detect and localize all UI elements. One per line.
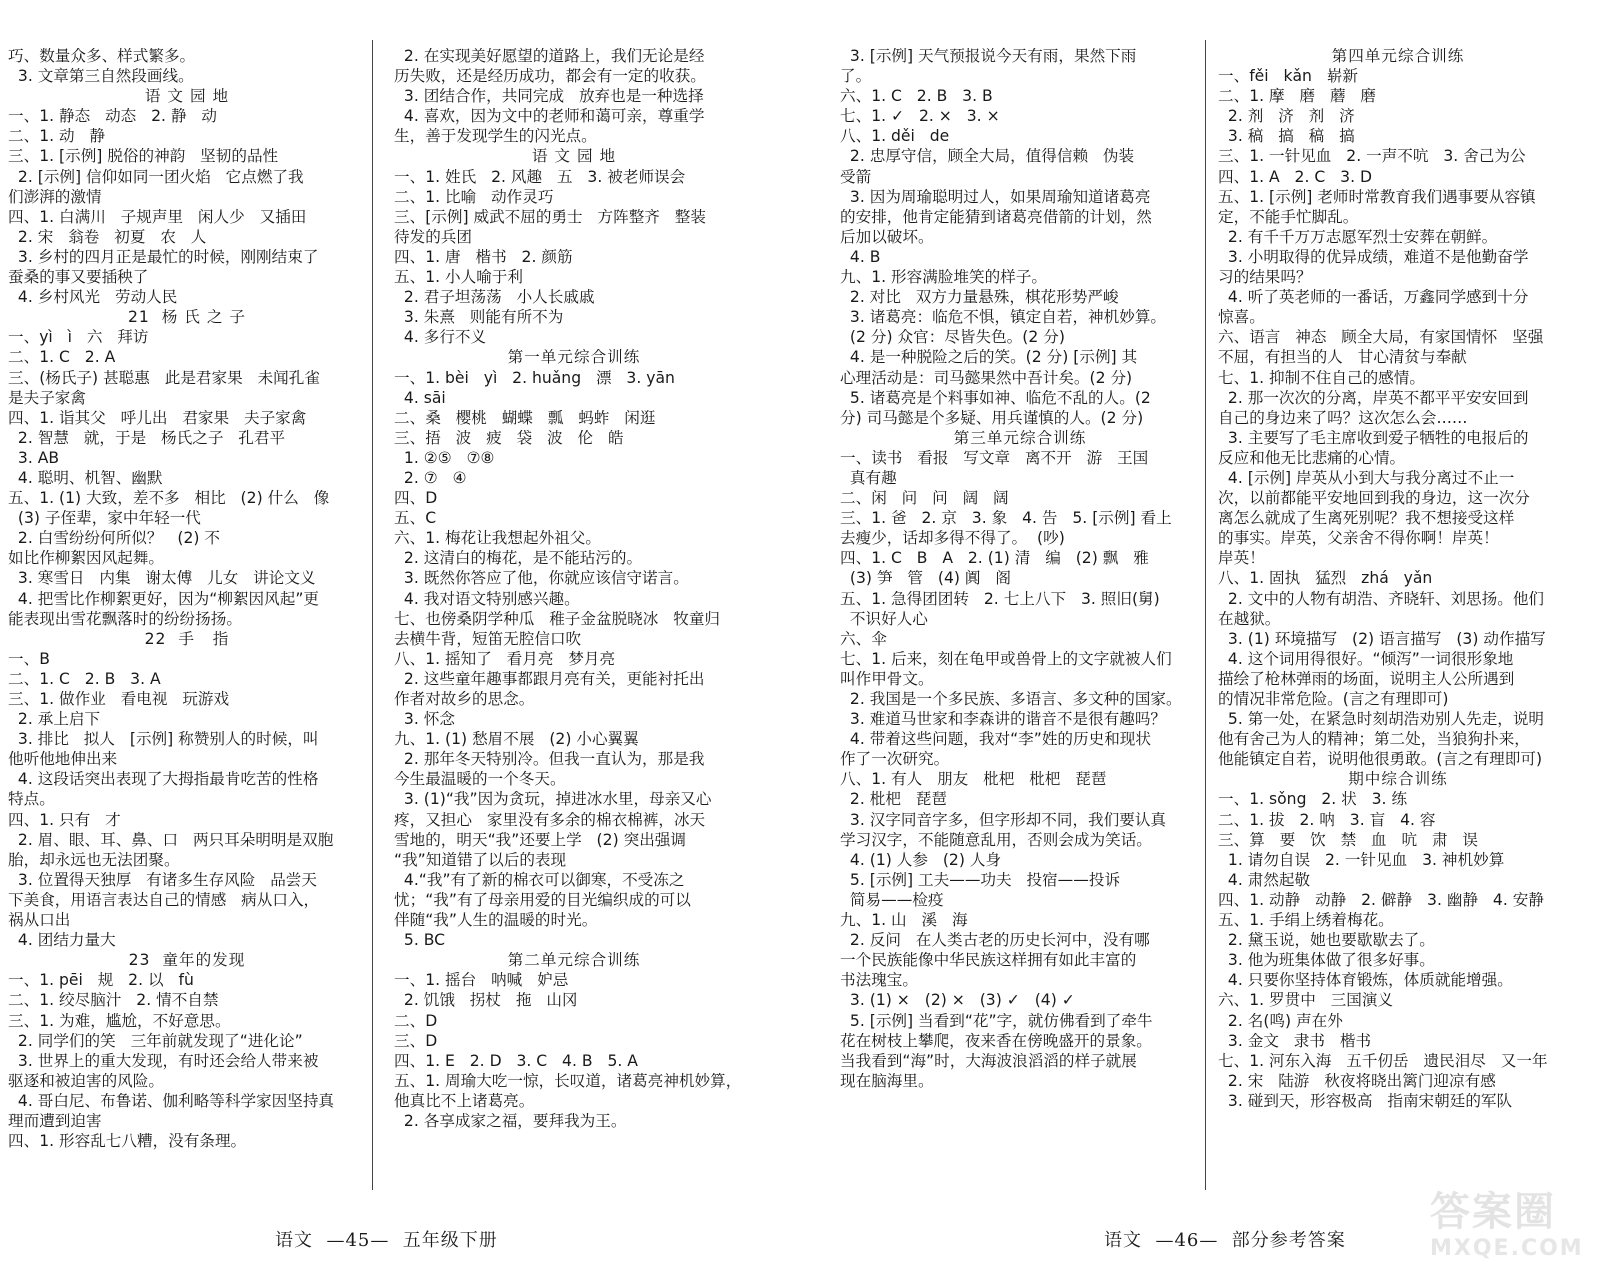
answer-line: 六、1. C 2. B 3. B (840, 87, 993, 106)
answer-line: 了。 (840, 67, 872, 86)
answer-line: 4. [示例] 岸英从小到大与我分离过不止一 (1218, 468, 1515, 487)
answer-line: 4. 哥白尼、布鲁诺、伽利略等科学家因坚持真 (8, 1091, 335, 1110)
section-heading: 22 手 指 (144, 629, 230, 648)
answer-line: 3. 因为周瑜聪明过人，如果周瑜知道诸葛亮 (840, 187, 1151, 206)
answer-line: 八、1. 有人 朋友 枇杷 枇杷 琵琶 (840, 770, 1107, 789)
watermark-url: MXQE.COM (1430, 1236, 1584, 1261)
answer-line: 2. 这清白的梅花，是不能玷污的。 (394, 549, 643, 568)
answer-line: 三、捂 波 疲 袋 波 伦 皓 (394, 428, 624, 447)
answer-line: 学习汉字，不能随意乱用，否则会成为笑话。 (840, 830, 1152, 849)
answer-line: 2. 那一次次的分离，岸英不都平平安安回到 (1218, 388, 1529, 407)
watermark-logo-text: 答案圈 (1430, 1189, 1556, 1235)
answer-line: 4. 只要你坚持体育锻炼，体质就能增强。 (1218, 971, 1513, 990)
answer-line: 岸英！ (1218, 549, 1265, 568)
answer-line: 二、桑 樱桃 蝴蝶 瓢 蚂蚱 闲逛 (394, 408, 656, 427)
right-page (800, 0, 1600, 1286)
answer-line: 今生最温暖的一个冬天。 (394, 770, 566, 789)
answer-line: 三、1. 爸 2. 京 3. 象 4. 告 5. [示例] 看上 (840, 509, 1172, 528)
answer-line: 离怎么就成了生离死别呢？我不想接受这样 (1218, 509, 1515, 528)
answer-line: 九、1. (1) 愁眉不展 (2) 小心翼翼 (394, 730, 639, 749)
section-heading: 21 杨 氏 之 子 (127, 308, 246, 327)
answer-line: 2. 有千千万万志愿军烈士安葬在朝鲜。 (1218, 227, 1498, 246)
answer-line: 4. 多行不义 (394, 328, 487, 347)
answer-line: 5. 第一处，在紧急时刻胡浩劝别人先走，说明 (1218, 710, 1545, 729)
answer-line: 2. 枇杷 琵琶 (840, 790, 947, 809)
answer-line: 5. 诸葛亮是个料事如神、临危不乱的人。(2 (840, 388, 1151, 407)
answer-line: 胎，却永远也无法团聚。 (8, 850, 180, 869)
answer-line: 五、C (394, 509, 437, 528)
answer-line: 3. 乡村的四月正是最忙的时候，刚刚结束了 (8, 247, 319, 266)
answer-line: 3. 金文 隶书 楷书 (1218, 1031, 1372, 1050)
answer-line: 七、1. 抑制不住自己的感情。 (1218, 368, 1425, 387)
answer-line: 书法瑰宝。 (840, 971, 918, 990)
column-divider (372, 40, 373, 1190)
answer-line: 2. [示例] 信仰如同一团火焰 它点燃了我 (8, 167, 304, 186)
answer-line: 4. sāi (394, 388, 446, 407)
answer-line: 叫作甲骨文。 (840, 669, 934, 688)
answer-line: 次，以前都能平安地回到我的身边，这一次分 (1218, 489, 1530, 508)
answer-line: 3. 碰到天，形容极高 指南宋朝廷的军队 (1218, 1091, 1513, 1110)
answer-line: 5. [示例] 工夫——功夫 投宿——投诉 (840, 870, 1121, 889)
column-4 (1218, 46, 1578, 1111)
answer-line: 反应和他无比悲痛的心情。 (1218, 448, 1406, 467)
answer-line: 3. 汉字同音字多，但字形却不同，我们要认真 (840, 810, 1167, 829)
answer-line: 3. [示例] 天气预报说今天有雨，果然下雨 (840, 47, 1137, 65)
section-heading: 语 文 园 地 (144, 87, 230, 106)
answer-line: 2. 宋 翁卷 初夏 农 人 (8, 227, 207, 246)
answer-line: 4. 这段话突出表现了大拇指最肯吃苦的性格 (8, 770, 319, 789)
answer-line: 4. 把雪比作柳絮更好，因为“柳絮因风起”更 (8, 589, 319, 608)
answer-line: 一、1. 静态 动态 2. 静 动 (8, 107, 218, 126)
answer-line: 三、D (394, 1031, 438, 1050)
answer-line: 4. 是一种脱险之后的笑。(2 分) [示例] 其 (840, 348, 1138, 367)
answer-line: 七、1. 河东入海 五千仞岳 遗民泪尽 又一年 (1218, 1051, 1548, 1070)
answer-line: 三、[示例] 威武不屈的勇士 方阵整齐 整装 (394, 207, 706, 226)
answer-line: 2. 智慧 就，于是 杨氏之子 孔君平 (8, 428, 286, 447)
answer-line: 4. 喜欢，因为文中的老师和蔼可亲，尊重学 (394, 107, 705, 126)
section-heading: 23 童年的发现 (128, 951, 246, 970)
answer-line: 3. (1)“我”因为贪玩，掉进冰水里，母亲又心 (394, 790, 712, 809)
answer-line: 4. 带着这些问题，我对“李”姓的历史和现状 (840, 730, 1151, 749)
answer-line: 3. 寒雪日 内集 谢太傅 儿女 讲论文义 (8, 569, 316, 588)
answer-line: 3. 朱熹 则能有所不为 (394, 308, 564, 327)
answer-line: 真有趣 (840, 468, 897, 487)
section-heading: 第三单元综合训练 (953, 428, 1087, 447)
answer-line: 4. (1) 人参 (2) 人身 (840, 850, 1002, 869)
answer-line: 去瘦少，话却多得不得了。 (吵) (840, 529, 1065, 548)
answer-line: 3. 位置得天独厚 有诸多生存风险 品尝天 (8, 870, 317, 889)
watermark-logo (1430, 1188, 1590, 1280)
answer-line: (2 分) 众官：尽皆失色。(2 分) (840, 328, 1065, 347)
column-divider (1205, 40, 1206, 1190)
answer-line: 二、1. 摩 磨 蘑 磨 (1218, 87, 1377, 106)
answer-line: 不屈，有担当的人 甘心清贫与奉献 (1218, 348, 1467, 367)
answer-line: 特点。 (8, 790, 55, 809)
answer-line: 八、1. 固执 猛烈 zhá yǎn (1218, 569, 1433, 588)
answer-line: 2. 君子坦荡荡 小人长戚戚 (394, 288, 595, 307)
answer-line: 三、1. [示例] 脱俗的神韵 坚韧的品性 (8, 147, 279, 166)
answer-line: 三、1. 一针见血 2. 一声不吭 3. 舍己为公 (1218, 147, 1526, 166)
section-heading: 语 文 园 地 (531, 147, 617, 166)
answer-line: 二、1. 比喻 动作灵巧 (394, 187, 554, 206)
answer-line: 3. 他为班集体做了很多好事。 (1218, 951, 1435, 970)
answer-line: 后加以破坏。 (840, 227, 934, 246)
answer-line: 四、1. 形容乱七八糟，没有条理。 (8, 1132, 247, 1151)
answer-line: 3. 团结合作，共同完成 放弃也是一种选择 (394, 87, 704, 106)
answer-line: 待发的兵团 (394, 227, 472, 246)
answer-line: 3. 既然你答应了他，你就应该信守诺言。 (394, 569, 689, 588)
answer-line: 他能镇定自若，说明他很勇敢。(言之有理即可) (1218, 750, 1543, 769)
answer-line: 描绘了枪林弹雨的场面，说明主人公所遇到 (1218, 669, 1515, 688)
answer-line: 2. 忠厚守信，顾全大局，值得信赖 伪装 (840, 147, 1135, 166)
answer-line: 二、闲 问 问 阔 阔 (840, 489, 1009, 508)
answer-line: 3. 世界上的重大发现，有时还会给人带来被 (8, 1051, 319, 1070)
answer-line: 一、yì ì 六 拜访 (8, 328, 149, 347)
answer-line: 他有舍己为人的精神；第二处，当狼狗扑来， (1218, 730, 1530, 749)
answer-line: 雪地的，明天“我”还要上学 (2) 突出强调 (394, 830, 686, 849)
answer-line: 历失败，还是经历成功，都会有一定的收获。 (394, 67, 706, 86)
answer-line: 六、伞 (840, 629, 887, 648)
footer-right: 语文 —46— 部分参考答案 (1104, 1230, 1346, 1251)
answer-line: 2. 这些童年趣事都跟月亮有关，更能衬托出 (394, 669, 705, 688)
answer-line: 一、1. pēi 规 2. 以 fù (8, 971, 194, 990)
answer-line: 他听他地伸出来 (8, 750, 118, 769)
answer-line: 五、1. 周瑜大吃一惊，长叹道，诸葛亮神机妙算， (394, 1071, 742, 1090)
answer-line: 一、1. 姓氏 2. 风趣 五 3. 被老师误会 (394, 167, 686, 186)
answer-line: 2. 眉、眼、耳、鼻、口 两只耳朵明明是双胞 (8, 830, 334, 849)
answer-line: 2. 黛玉说，她也要歇歇去了。 (1218, 931, 1435, 950)
answer-line: 七、1. ✓ 2. × 3. × (840, 107, 1000, 126)
answer-line: 六、1. 梅花让我想起外祖父。 (394, 529, 601, 548)
answer-line: (3) 子侄辈，家中年轻一代 (8, 509, 201, 528)
answer-line: 受箭 (840, 167, 872, 186)
answer-line: 五、1. [示例] 老师时常教育我们遇事要从容镇 (1218, 187, 1536, 206)
answer-line: 八、1. 摇知了 看月亮 梦月亮 (394, 649, 616, 668)
answer-line: 祸从口出 (8, 911, 71, 930)
answer-line: 一、B (8, 649, 50, 668)
answer-line: 四、1. 白满川 子规声里 闲人少 又插田 (8, 207, 307, 226)
answer-line: 2. 饥饿 拐杖 拖 山冈 (394, 991, 578, 1010)
answer-line: 他真比不上诸葛亮。 (394, 1091, 535, 1110)
column-3 (840, 46, 1200, 1091)
answer-line: 二、D (394, 1011, 438, 1030)
answer-line: 2. 对比 双方力量悬殊，棋花形势严峻 (840, 288, 1119, 307)
answer-line: 七、也傍桑阴学种瓜 稚子金盆脱晓冰 牧童归 (394, 609, 721, 628)
answer-line: 八、1. děi de (840, 127, 950, 146)
answer-line: 1. ②⑤ ⑦⑧ (394, 448, 495, 467)
answer-line: 3. 怀念 (394, 710, 455, 729)
answer-line: 的安排，他肯定能猜到诸葛亮借箭的计划，然 (840, 207, 1152, 226)
answer-line: “我”知道错了以后的表现 (394, 850, 567, 869)
answer-line: 4. 这个词用得很好。“倾泻”一词很形象地 (1218, 649, 1514, 668)
answer-line: 三、算 要 饮 禁 血 吭 肃 误 (1218, 830, 1479, 849)
answer-line: 4. 我对语文特别感兴趣。 (394, 589, 580, 608)
answer-line: 现在脑海里。 (840, 1071, 934, 1090)
answer-line: 五、1. 小人喻于利 (394, 268, 523, 287)
answer-line: 2. 名(鸣) 声在外 (1218, 1011, 1343, 1030)
answer-line: 分) 司马懿是个多疑、用兵谨慎的人。(2 分) (840, 408, 1144, 427)
answer-line: 当我看到“海”时，大海波浪滔滔的样子就展 (840, 1051, 1137, 1070)
answer-line: 四、1. 只有 才 (8, 810, 121, 829)
answer-line: 简易——检疫 (840, 890, 944, 909)
answer-line: 是夫子家禽 (8, 388, 86, 407)
answer-line: 3. (1) × (2) × (3) ✓ (4) ✓ (840, 991, 1075, 1010)
answer-line: 2. 白雪纷纷何所似？ (2) 不 (8, 529, 221, 548)
answer-line: 作者对故乡的思念。 (394, 690, 535, 708)
answer-line: 下美食，用语言表达自己的情感 病从口入， (8, 890, 320, 909)
section-heading: 期中综合训练 (1348, 770, 1448, 789)
answer-line: 一个民族能像中华民族这样拥有如此丰富的 (840, 951, 1137, 970)
answer-line: (3) 笋 管 (4) 阗 阁 (840, 569, 1011, 588)
answer-line: 一、fěi kǎn 崭新 (1218, 67, 1359, 86)
column-2 (394, 46, 754, 1131)
answer-line: 蚕桑的事又要插秧了 (8, 268, 149, 287)
answer-line: 3. 文章第三自然段画线。 (8, 67, 194, 86)
section-heading: 第二单元综合训练 (507, 951, 641, 970)
answer-line: 的情况非常危险。(言之有理即可) (1218, 690, 1449, 708)
answer-line: 2. 我国是一个多民族、多语言、多文种的国家。 (840, 690, 1182, 708)
answer-line: 一、1. 摇台 呐喊 妒忌 (394, 971, 569, 990)
answer-line: 驱逐和被迫害的风险。 (8, 1071, 164, 1090)
answer-line: 生，善于发现学生的闪光点。 (394, 127, 597, 146)
answer-line: 3. 诸葛亮：临危不惧，镇定自若，神机妙算。 (840, 308, 1167, 327)
answer-line: 5. BC (394, 931, 446, 950)
answer-line: 六、1. 罗贯中 三国演义 (1218, 991, 1394, 1010)
answer-line: 二、1. C 2. B 3. A (8, 669, 161, 688)
answer-line: 五、1. 手绢上绣着梅花。 (1218, 911, 1394, 930)
answer-line: 4. 团结力量大 (8, 931, 116, 950)
section-heading: 第一单元综合训练 (507, 348, 641, 367)
answer-line: 四、1. A 2. C 3. D (1218, 167, 1372, 186)
answer-line: 忧；“我”有了母亲用爱的目光编织成的可以 (394, 890, 691, 909)
answer-line: 五、1. 急得团团转 2. 七上八下 3. 照旧(舅) (840, 589, 1160, 608)
answer-line: 习的结果吗？ (1218, 268, 1312, 287)
answer-line: 如比作柳絮因风起舞。 (8, 549, 164, 568)
answer-line: 2. 各享成家之福，要拜我为王。 (394, 1111, 627, 1130)
answer-line: 理而遭到迫害 (8, 1111, 102, 1130)
answer-line: 作了一次研究。 (840, 750, 950, 769)
answer-line: 九、1. 形容满脸堆笑的样子。 (840, 268, 1047, 287)
answer-line: 能表现出雪花飘落时的纷纷扬扬。 (8, 609, 242, 628)
answer-line: 一、读书 看报 写文章 离不开 游 王国 (840, 448, 1149, 467)
answer-line: 5. [示例] 当看到“花”字，就仿佛看到了牵牛 (840, 1011, 1153, 1030)
answer-line: 2. 在实现美好愿望的道路上，我们无论是经 (394, 47, 705, 65)
answer-line: 心理活动是：司马懿果然中吾计矣。(2 分) (840, 368, 1133, 387)
answer-line: 3. (1) 环境描写 (2) 语言描写 (3) 动作描写 (1218, 629, 1546, 648)
answer-line: 伴随“我”人生的温暖的时光。 (394, 911, 598, 930)
answer-line: 的事实。岸英，父亲舍不得你啊！岸英！ (1218, 529, 1499, 548)
answer-line: 四、1. C B A 2. (1) 清 编 (2) 飘 雅 (840, 549, 1149, 568)
footer-left: 语文 —45— 五年级下册 (275, 1230, 498, 1251)
answer-line: 2. ⑦ ④ (394, 468, 467, 487)
answer-line: 们澎湃的激情 (8, 187, 102, 206)
answer-line: 3. AB (8, 448, 60, 467)
answer-line: 四、1. 动静 动静 2. 僻静 3. 幽静 4. 安静 (1218, 890, 1544, 909)
answer-line: 2. 承上启下 (8, 710, 101, 729)
answer-line: 1. 请勿自误 2. 一针见血 3. 神机妙算 (1218, 850, 1505, 869)
answer-line: 九、1. 山 溪 海 (840, 911, 968, 930)
answer-line: 3. 排比 拟人 [示例] 称赞别人的时候，叫 (8, 730, 319, 749)
answer-line: 不识好人心 (840, 609, 928, 628)
answer-line: 巧、数量众多、样式繁多。 (8, 47, 196, 65)
answer-line: 3. 难道马世家和李森讲的谐音不是很有趣吗？ (840, 710, 1167, 729)
answer-line: 二、1. 动 静 (8, 127, 106, 146)
answer-line: 花在树枝上攀爬，夜来香在傍晚盛开的景象。 (840, 1031, 1152, 1050)
answer-line: 4.“我”有了新的棉衣可以御寒，不受冻之 (394, 870, 685, 889)
answer-line: 四、1. 诣其父 呼儿出 君家果 夫子家禽 (8, 408, 307, 427)
answer-line: 三、1. 做作业 看电视 玩游戏 (8, 690, 230, 708)
answer-line: 2. 宋 陆游 秋夜将晓出篱门迎凉有感 (1218, 1071, 1496, 1090)
answer-line: 4. B (840, 247, 881, 266)
answer-line: 4. 乡村风光 劳动人民 (8, 288, 178, 307)
answer-line: 六、语言 神态 顾全大局，有家国情怀 坚强 (1218, 328, 1544, 347)
section-heading: 第四单元综合训练 (1331, 47, 1465, 65)
answer-line: 4. 聪明、机智、幽默 (8, 468, 163, 487)
answer-line: 五、1. (1) 大致，差不多 相比 (2) 什么 像 (8, 489, 330, 508)
answer-line: 2. 反问 在人类古老的历史长河中，没有哪 (840, 931, 1150, 950)
answer-line: 四、D (394, 489, 438, 508)
answer-line: 七、1. 后来，刻在龟甲或兽骨上的文字就被人们 (840, 649, 1172, 668)
answer-line: 三、(杨氏子) 甚聪惠 此是君家果 未闻孔雀 (8, 368, 320, 387)
answer-line: 在越狱。 (1218, 609, 1281, 628)
answer-line: 3. 小明取得的优异成绩，难道不是他勤奋学 (1218, 247, 1529, 266)
answer-line: 去横牛背，短笛无腔信口吹 (394, 629, 582, 648)
answer-line: 定，不能手忙脚乱。 (1218, 207, 1359, 226)
answer-line: 2. 那年冬天特别冷。但我一直认为，那是我 (394, 750, 705, 769)
answer-line: 四、1. 唐 楷书 2. 颜筋 (394, 247, 573, 266)
answer-line: 疼，又担心 家里没有多余的棉衣棉裤，冰天 (394, 810, 706, 829)
answer-line: 自己的身边来了吗？这次怎么会…… (1218, 408, 1468, 427)
answer-line: 2. 同学们的笑 三年前就发现了“进化论” (8, 1031, 303, 1050)
answer-line: 四、1. E 2. D 3. C 4. B 5. A (394, 1051, 638, 1070)
answer-line: 一、1. sǒng 2. 状 3. 练 (1218, 790, 1408, 809)
answer-line: 3. 稿 搞 稿 搞 (1218, 127, 1355, 146)
answer-line: 4. 肃然起敬 (1218, 870, 1311, 889)
answer-line: 2. 文中的人物有胡浩、齐晓轩、刘思扬。他们 (1218, 589, 1545, 608)
answer-line: 3. 主要写了毛主席收到爱子牺牲的电报后的 (1218, 428, 1529, 447)
answer-line: 二、1. C 2. A (8, 348, 116, 367)
answer-line: 二、1. 拔 2. 呐 3. 盲 4. 容 (1218, 810, 1436, 829)
column-1 (8, 46, 366, 1151)
answer-line: 二、1. 绞尽脑汁 2. 情不自禁 (8, 991, 219, 1010)
answer-line: 2. 剂 济 剂 济 (1218, 107, 1355, 126)
answer-line: 一、1. bèi yì 2. huǎng 漂 3. yān (394, 368, 675, 387)
answer-line: 三、1. 为难，尴尬，不好意思。 (8, 1011, 231, 1030)
answer-line: 惊喜。 (1218, 308, 1265, 327)
answer-line: 4. 听了英老师的一番话，万鑫同学感到十分 (1218, 288, 1529, 307)
